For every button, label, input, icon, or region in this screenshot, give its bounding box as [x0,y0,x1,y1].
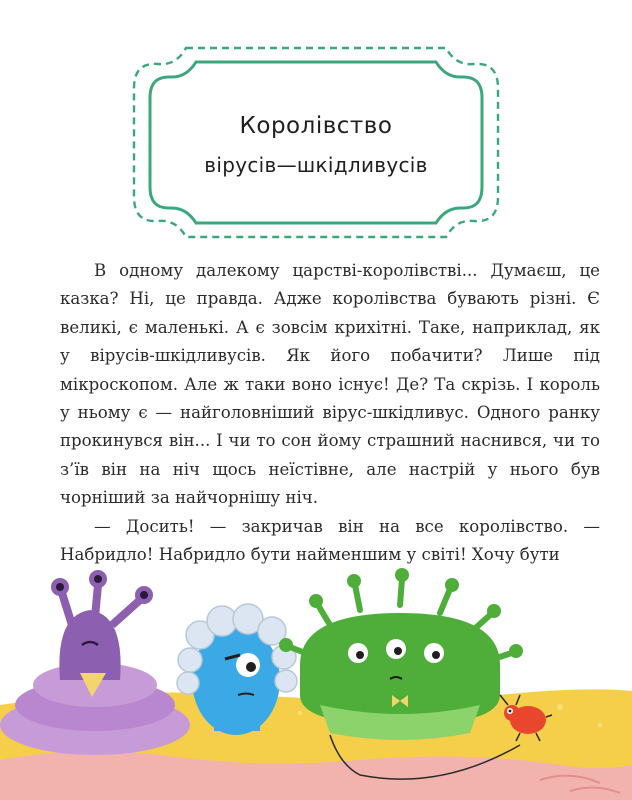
story-paragraph-2: — Досить! — закричав він на все королівство. — Набридло! Набридло бути найменшим у світі! Хочу бути [60,516,600,565]
purple-slug-virus [0,570,190,755]
title-frame [126,40,506,245]
viruses-illustration [0,555,632,800]
story-paragraph-1: В одному далекому царстві-королівстві... Думаєш, це казка? Ні, це правда. Адже королівства бувають різні. Є великі, є маленькі. А є зовсім крихітні. Таке, наприклад, як у вірусів-шкідливусів. Як його побачити? Лише під мікроскопом. Але ж таки воно існує! Де? Та скрізь. І король у ньому є — найголовніший вірус-шкідливус. Одного ранку прокинувся він... І чи то сон йому страшний наснився, чи то з’їв він на ніч щось неїстівне, але настрій у нього був чорніший за найчорнішу ніч. [60,261,600,508]
story-text [60,257,600,569]
title-line-1: Королівство [239,112,393,139]
chapter-title [126,40,506,245]
title-line-2: вірусів—шкідливусів [204,152,428,177]
